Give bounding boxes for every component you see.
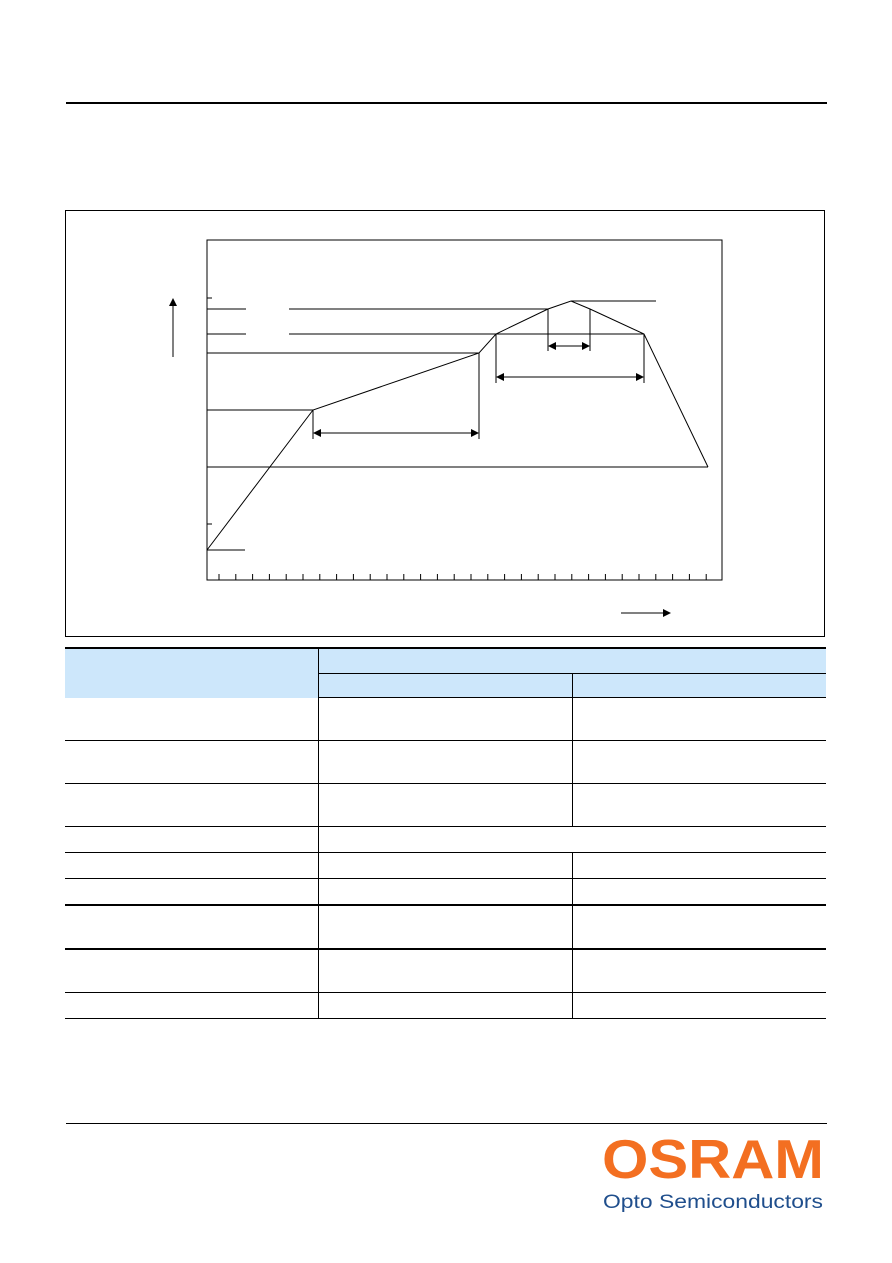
row-value <box>572 905 826 949</box>
osram-wordmark: OSRAM <box>602 1128 824 1190</box>
row-value <box>318 905 572 949</box>
table-row <box>65 827 826 853</box>
row-value <box>572 698 826 741</box>
row-value-merged <box>318 827 826 853</box>
row-value <box>572 949 826 993</box>
bottom-rule <box>66 1123 827 1124</box>
row-value <box>318 993 572 1019</box>
row-label <box>65 853 318 879</box>
parameter-header <box>65 648 318 698</box>
x-axis-ticks <box>219 574 706 580</box>
row-value <box>318 784 572 827</box>
row-value <box>572 853 826 879</box>
row-label <box>65 993 318 1019</box>
table-row <box>65 905 826 949</box>
temperature-profile-line <box>207 301 708 550</box>
table-row <box>65 853 826 879</box>
row-label <box>65 784 318 827</box>
row-label <box>65 827 318 853</box>
column-header-1 <box>318 674 572 698</box>
osram-tagline: Opto Semiconductors <box>603 1192 823 1213</box>
osram-logo <box>600 1128 826 1214</box>
row-value <box>318 698 572 741</box>
row-value <box>318 879 572 906</box>
row-value <box>572 741 826 784</box>
row-label <box>65 741 318 784</box>
row-value <box>318 853 572 879</box>
row-value <box>572 879 826 906</box>
table-row <box>65 993 826 1019</box>
reflow-profile-chart <box>66 211 824 636</box>
column-header-2 <box>572 674 826 698</box>
table-row <box>65 741 826 784</box>
row-label <box>65 698 318 741</box>
row-label <box>65 949 318 993</box>
row-value <box>572 784 826 827</box>
table-row <box>65 784 826 827</box>
table-row <box>65 879 826 906</box>
row-value <box>572 993 826 1019</box>
table-row <box>65 949 826 993</box>
top-rule <box>66 102 827 104</box>
row-value <box>318 949 572 993</box>
reflow-parameter-table <box>65 647 826 1019</box>
row-label <box>65 879 318 906</box>
table-row <box>65 698 826 741</box>
reflow-profile-figure <box>65 210 825 637</box>
row-label <box>65 905 318 949</box>
profile-header <box>318 648 826 674</box>
row-value <box>318 741 572 784</box>
